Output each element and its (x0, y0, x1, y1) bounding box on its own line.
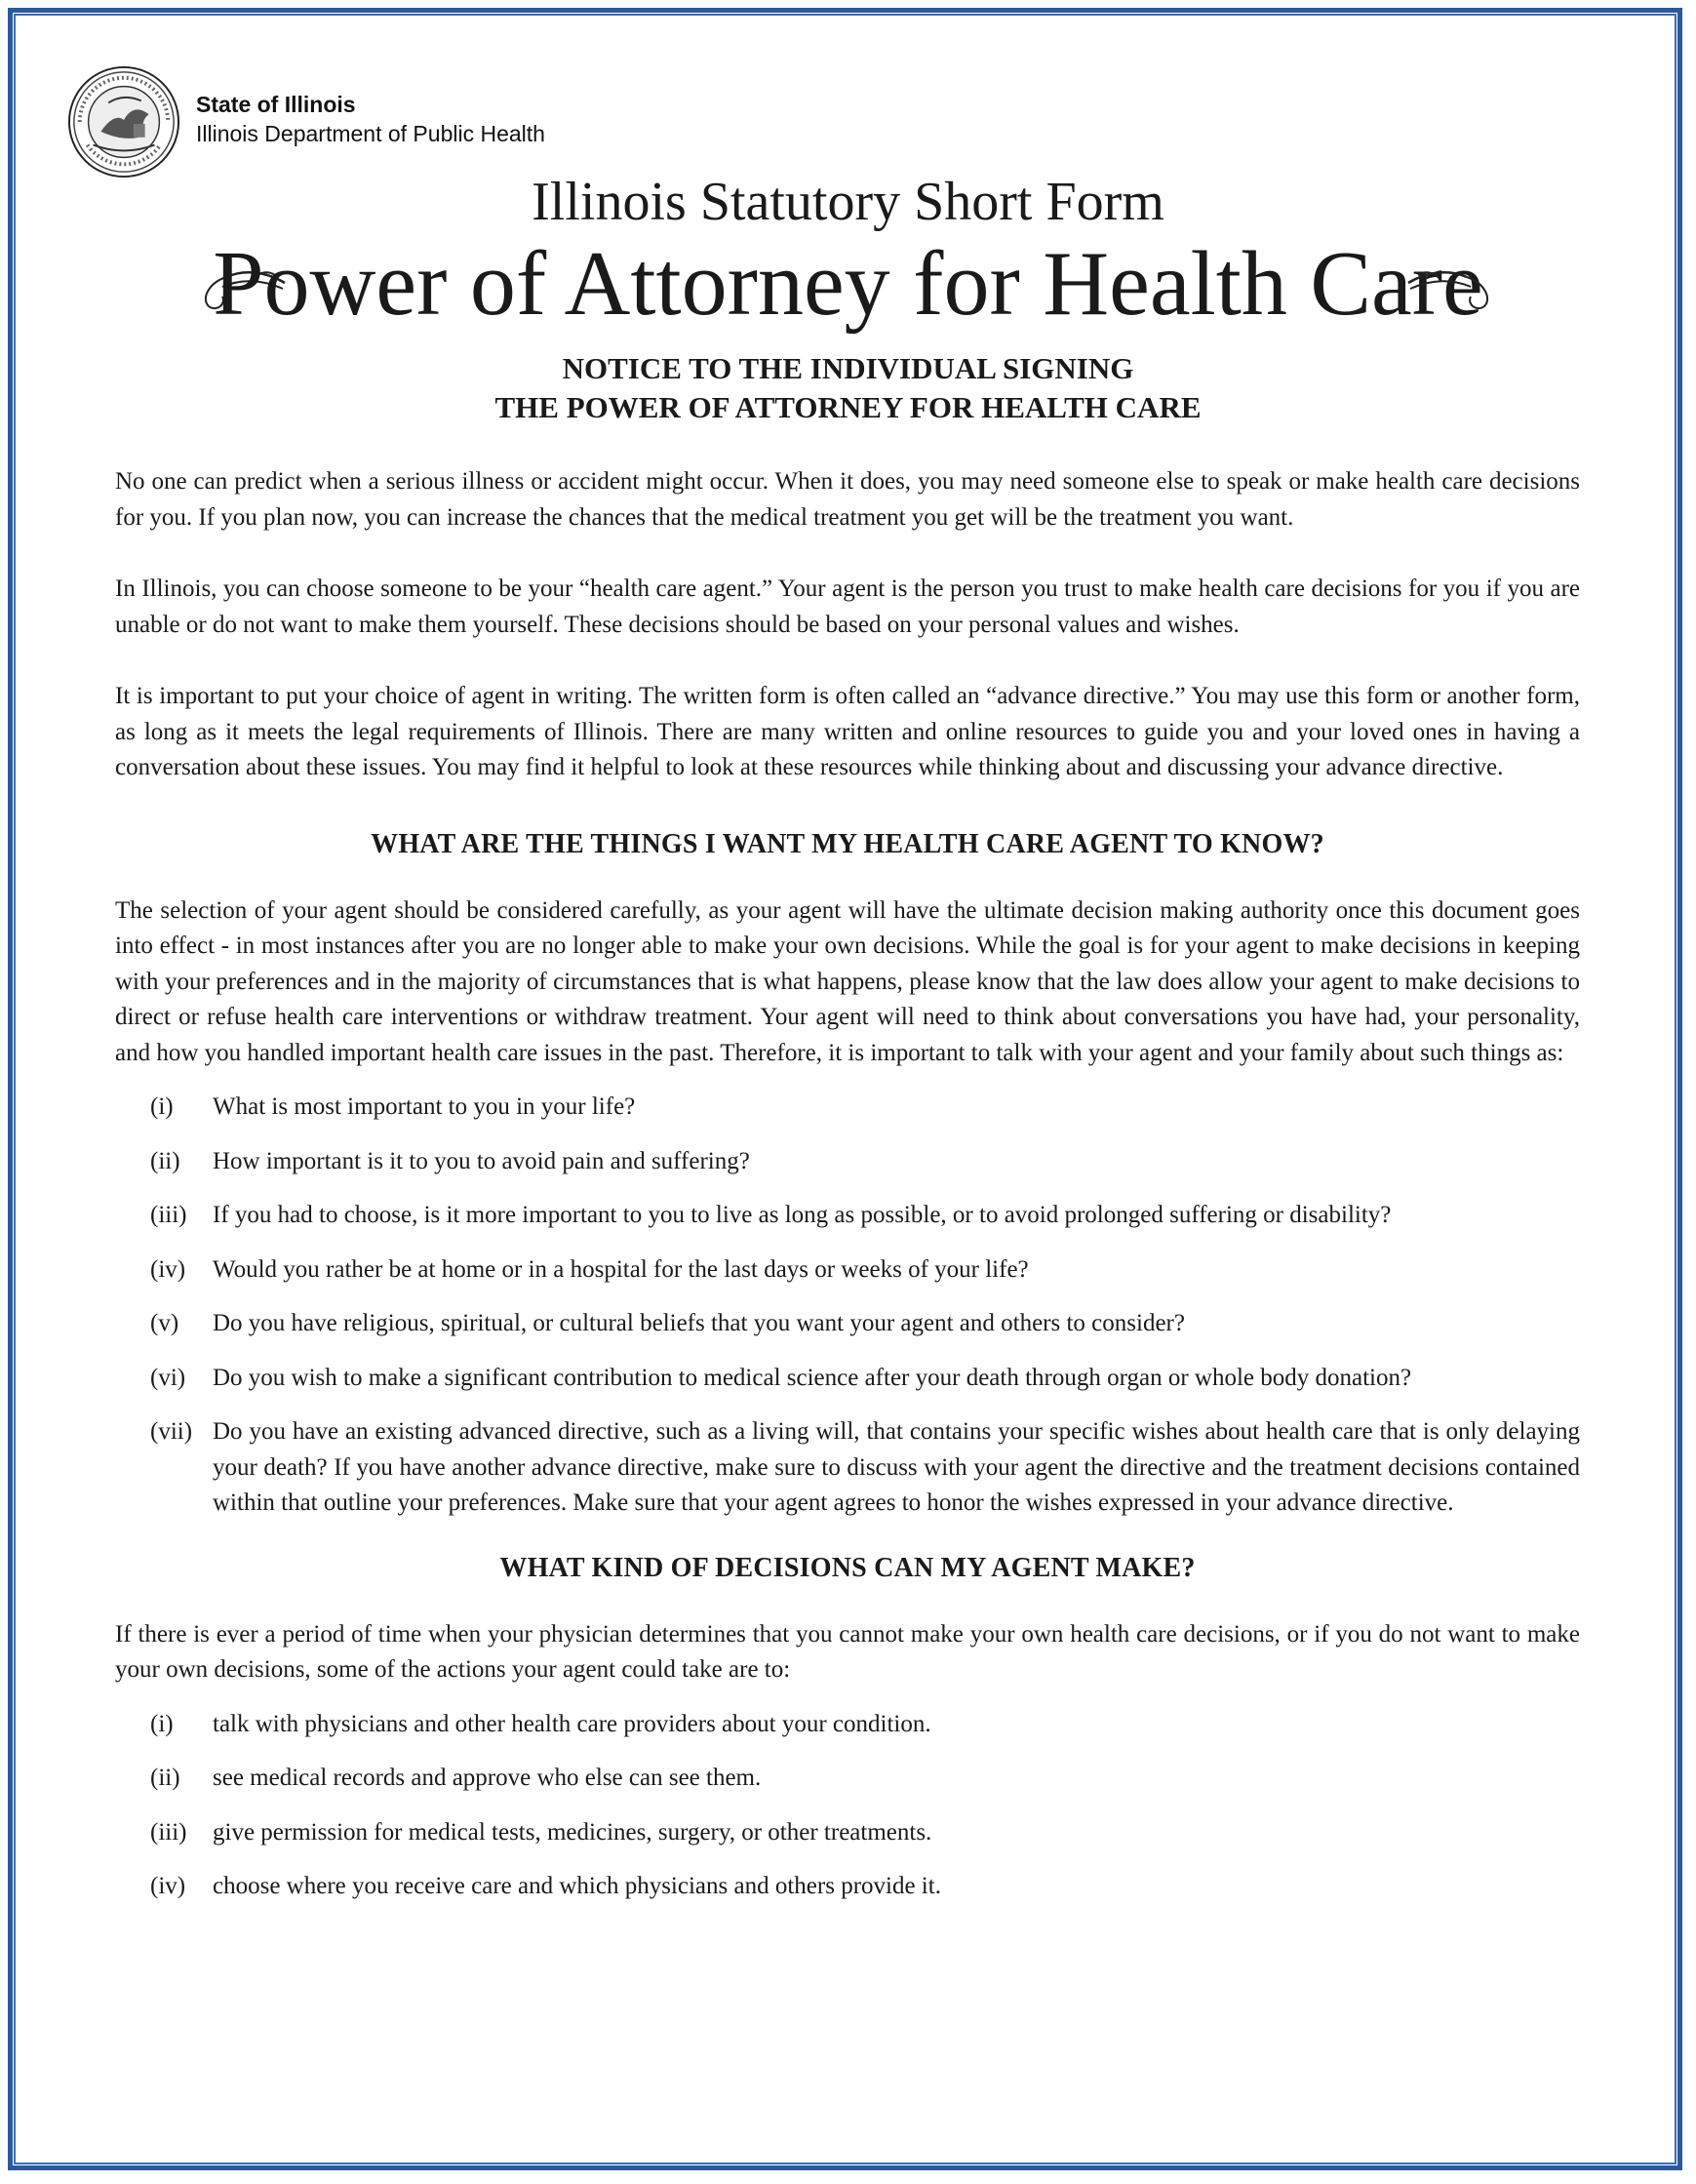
list-item-text: How important is it to you to avoid pain and suffering? (213, 1147, 750, 1174)
actions-list (115, 1707, 1580, 1905)
list-item-text: Do you have an existing advanced directive, such as a living will, that contains your specific wishes about health care that is only delaying your death? If you have another advance directive, make sure to discuss with your agent the directive and the treatment decisions contained within that outline your preferences. Make sure that your agent agrees to honor the wishes expressed in your advance directive. (213, 1418, 1580, 1516)
notice-line-1: NOTICE TO THE INDIVIDUAL SIGNING (562, 351, 1134, 385)
list-item-text: see medical records and approve who else can see them. (213, 1765, 762, 1791)
section-heading-agent-decisions: WHAT KIND OF DECISIONS CAN MY AGENT MAKE? (499, 1552, 1196, 1583)
list-item (115, 1144, 1580, 1180)
list-item-number: (iii) (150, 1818, 187, 1846)
section2-paragraph: If there is ever a period of time when your physician determines that you cannot make your own health care decisions, or if you do not want to make your own decisions, some of the actions your agent could take are to: (115, 1620, 1580, 1683)
list-item-number: (vii) (150, 1418, 193, 1445)
form-subtitle: Illinois Statutory Short Form (532, 172, 1164, 232)
section1-paragraph: The selection of your agent should be considered carefully, as your agent will have the ultimate decision making authority once this document goes into effect - in most instances after you are no longer able to make your own decisions. While the goal is for your agent to make decisions in keeping with your preferences and in the majority of circumstances that is what happens, please know that the law does allow your agent to make decisions to direct or refuse health care interventions or withdraw treatment. Your agent will need to think about conversations you have had, your personality, and how you handled important health care issues in the past. Therefore, it is important to talk with your agent and your family about such things as: (115, 896, 1580, 1066)
list-item (115, 1761, 1580, 1797)
list-item-text: choose where you receive care and which physicians and others provide it. (213, 1873, 941, 1899)
intro-paragraph-2: In Illinois, you can choose someone to be your “health care agent.” Your agent is the person you trust to make health care decisions for you if you are unable or do not want to make them yourself. These decisions should be based on your personal values and wishes. (115, 576, 1580, 638)
form-title: Power of Attorney for Health Care (213, 233, 1483, 335)
list-item-text: What is most important to you in your life? (213, 1093, 636, 1120)
list-item (115, 1707, 1580, 1743)
list-item-text: Would you rather be at home or in a hospital for the last days or weeks of your life? (213, 1255, 1029, 1283)
notice-heading (0, 349, 1696, 427)
questions-list (115, 1090, 1580, 1522)
list-item-text: talk with physicians and other health care providers about your condition. (213, 1710, 931, 1737)
list-item-number: (iv) (150, 1873, 186, 1899)
flourish-right-icon (1406, 256, 1496, 316)
list-item (115, 1414, 1580, 1522)
list-item-number: (ii) (150, 1147, 180, 1174)
notice-line-2: THE POWER OF ATTORNEY FOR HEALTH CARE (494, 390, 1202, 424)
list-item-number: (v) (150, 1310, 179, 1336)
list-item-text: If you had to choose, is it more important to you to live as long as possible, or to avoid prolonged suffering or disability? (213, 1202, 1392, 1228)
list-item (115, 1361, 1580, 1397)
list-item (115, 1869, 1580, 1905)
list-item (115, 1090, 1580, 1126)
department-name: Illinois Department of Public Health (196, 121, 545, 146)
document-body (115, 464, 1580, 1905)
list-item-number: (i) (150, 1710, 174, 1737)
list-item (115, 1252, 1580, 1289)
list-item-number: (iv) (150, 1255, 186, 1283)
section-heading-agent-know: WHAT ARE THE THINGS I WANT MY HEALTH CARE AGENT TO KNOW? (371, 828, 1324, 859)
list-item-text: Do you wish to make a significant contribution to medical science after your death through organ or whole body donation? (213, 1364, 1412, 1391)
state-seal-icon (66, 64, 181, 179)
list-item (115, 1815, 1580, 1851)
list-item-number: (i) (150, 1093, 174, 1120)
intro-paragraph-3: It is important to put your choice of agent in writing. The written form is often called an “advance directive.” You may use this form or another form, as long as it meets the legal requirements of Illinois. There are many written and online resources to guide you and your loved ones in having a conversation about these issues. You may find it helpful to look at these resources while thinking about and discussing your advance directive. (115, 683, 1580, 780)
list-item-number: (ii) (150, 1765, 180, 1791)
list-item (115, 1198, 1580, 1234)
state-name: State of Illinois (196, 92, 356, 117)
intro-paragraph-1: No one can predict when a serious illness or accident might occur. When it does, you may need someone else to speak or make health care decisions for you. If you plan now, you can increase the chances that the medical treatment you get will be the treatment you want. (115, 468, 1580, 531)
list-item-number: (vi) (150, 1364, 186, 1391)
list-item-number: (iii) (150, 1202, 187, 1228)
agency-header (196, 90, 545, 148)
list-item-text: give permission for medical tests, medicines, surgery, or other treatments. (213, 1818, 932, 1846)
list-item (115, 1306, 1580, 1342)
list-item-text: Do you have religious, spiritual, or cultural beliefs that you want your agent and others to consider? (213, 1310, 1185, 1336)
